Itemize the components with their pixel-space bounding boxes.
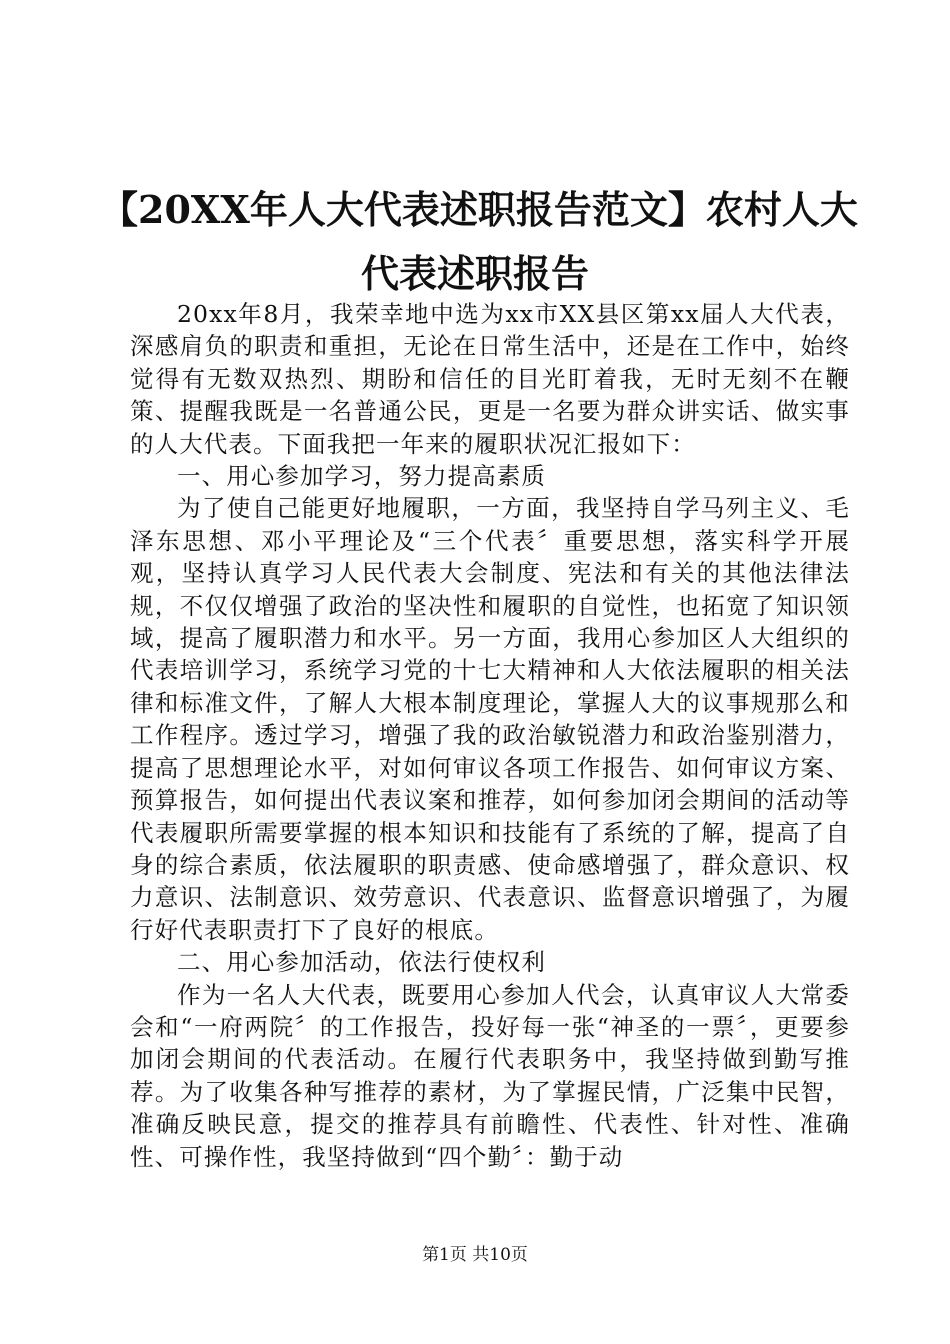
- title-line-2: 代表述职报告: [360, 251, 589, 296]
- section-heading-2: 二、用心参加活动，依法行使权利: [177, 948, 546, 977]
- section-heading-1: 一、用心参加学习，努力提高素质: [177, 462, 546, 491]
- paragraph-activities: 作为一名人大代表，既要用心参加人代会，认真审议人大常委会和“一府两院〞的工作报告，投好每一张“神圣的一票〞，更要参加闭会期间的代表活动。在履行代表职务中，我坚持做到勤写推荐。为了收集各种写推荐的素材，为了掌握民情，广泛集中民智，准确反映民意，提交的推荐具有前瞻性、代表性、针对性、准确性、可操作性，我坚持做到“四个勤〞：勤于动: [130, 980, 850, 1171]
- page-footer: 第1页 共10页: [422, 1245, 528, 1265]
- paragraph-intro: 20xx年8月，我荣幸地中选为xx市XX县区第xx届人大代表，深感肩负的职责和重担，无论在日常生活中，还是在工作中，始终觉得有无数双热烈、期盼和信任的目光盯着我，无时无刻不在鞭策、提醒我既是一名普通公民，更是一名要为群众讲实话、做实事的人大代表。下面我把一年来的履职状况汇报如下：: [130, 300, 850, 458]
- title-line-1: 【20XX年人大代表述职报告范文】农村人大: [100, 187, 858, 232]
- document-title: [100, 178, 858, 306]
- paragraph-study: 为了使自己能更好地履职，一方面，我坚持自学马列主义、毛泽东思想、邓小平理论及“三个代表〞重要思想，落实科学开展观，坚持认真学习人民代表大会制度、宪法和有关的其他法律法规，不仅仅增强了政治的坚决性和履职的自觉性，也拓宽了知识领域，提高了履职潜力和水平。另一方面，我用心参加区人大组织的代表培训学习，系统学习党的十七大精神和人大依法履职的相关法律和标准文件，了解人大根本制度理论，掌握人大的议事规那么和工作程序。透过学习，增强了我的政治敏锐潜力和政治鉴别潜力，提高了思想理论水平，对如何审议各项工作报告、如何审议方案、预算报告，如何提出代表议案和推荐，如何参加闭会期间的活动等代表履职所需要掌握的根本知识和技能有了系统的了解，提高了自身的综合素质，依法履职的职责感、使命感增强了，群众意识、权力意识、法制意识、效劳意识、代表意识、监督意识增强了，为履行好代表职责打下了良好的根底。: [130, 494, 850, 944]
- document-body: [130, 298, 850, 1173]
